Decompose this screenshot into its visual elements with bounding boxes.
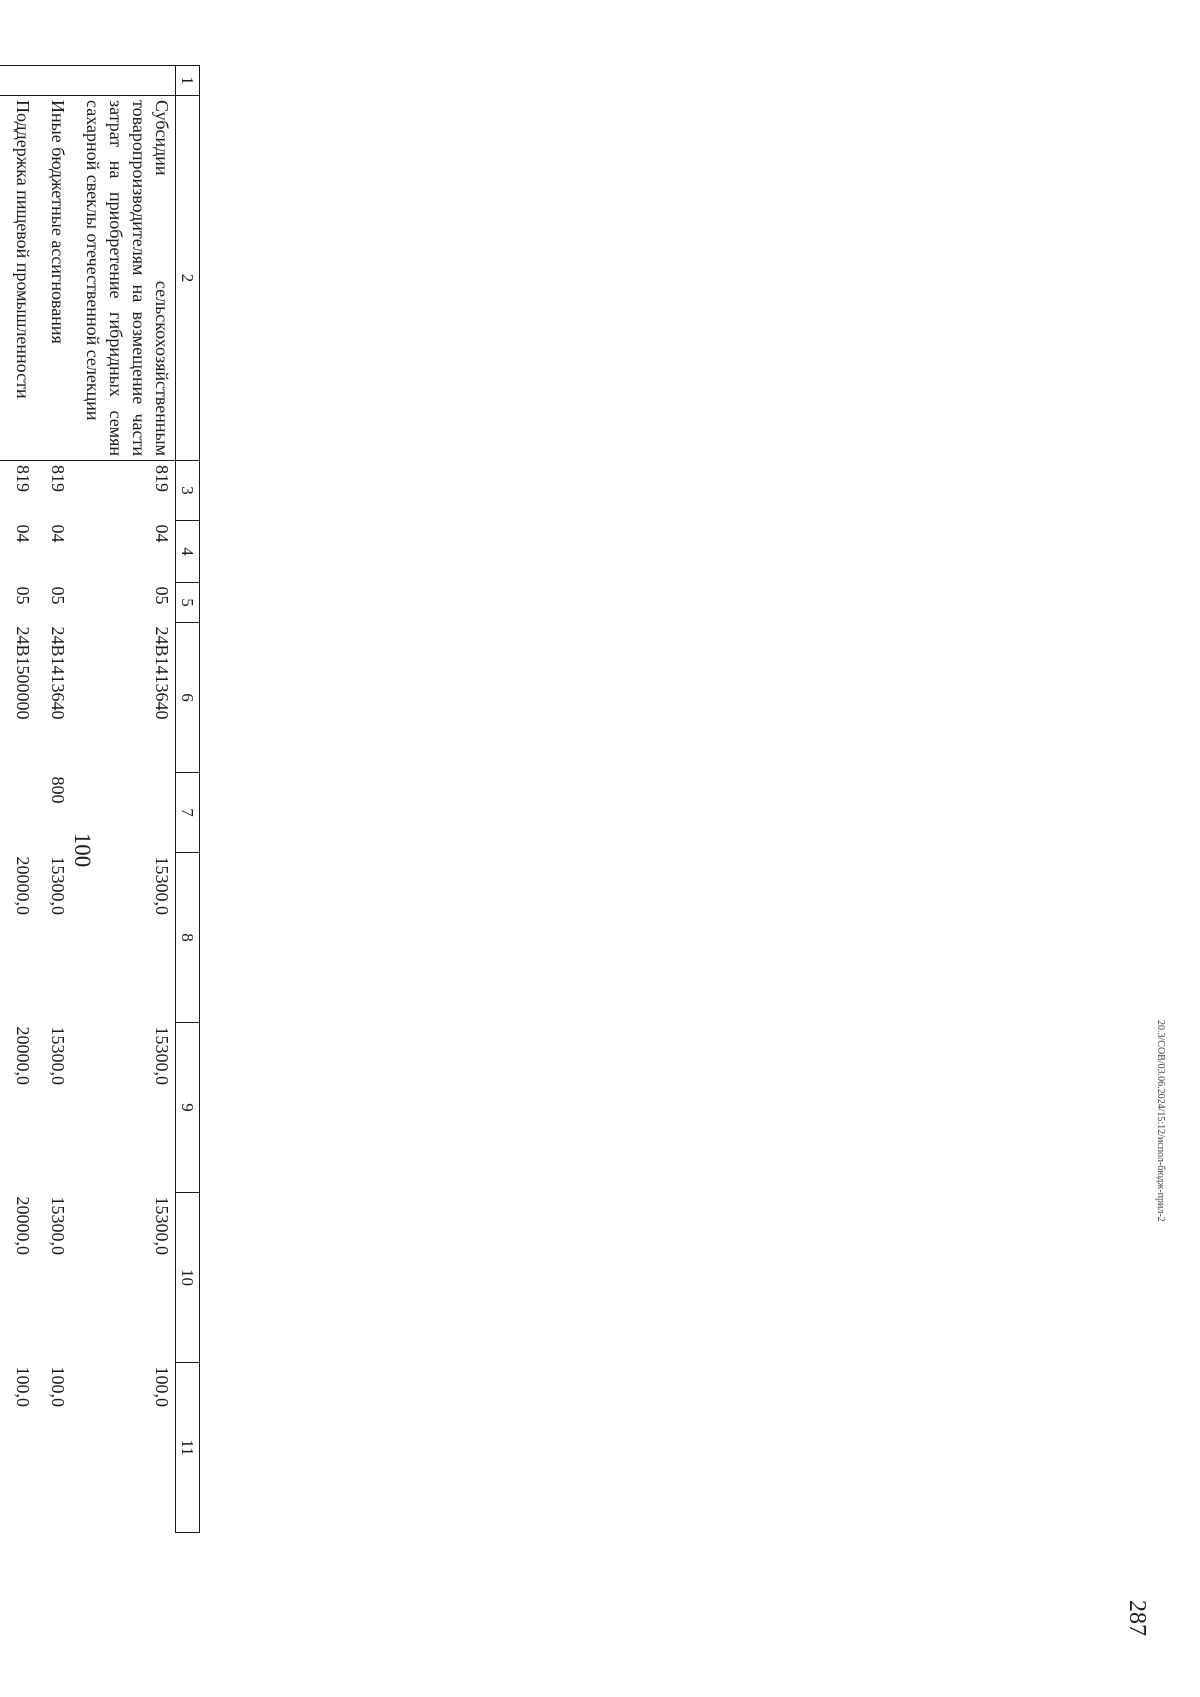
ministry-code-cell: 819 xyxy=(48,465,68,492)
expense-type-cell xyxy=(0,773,1,853)
row-number-cell xyxy=(71,66,176,96)
column-header-6: 6 xyxy=(176,623,200,773)
execution-percent-cell: 100,0 xyxy=(48,1366,68,1407)
target-article-cell: 24В1413640 xyxy=(48,626,68,720)
approved-amount-cell: 15300,0 xyxy=(48,856,68,915)
column-header-5: 5 xyxy=(176,583,200,623)
column-header-9: 9 xyxy=(176,1023,200,1193)
column-header-11: 11 xyxy=(176,1363,200,1533)
section-code-cell: 04 xyxy=(13,524,33,543)
column-header-8: 8 xyxy=(176,853,200,1023)
item-name-cell: Поддержка пищевой промышленности xyxy=(1,96,36,461)
row-number-cell xyxy=(1,66,36,96)
column-header-4: 4 xyxy=(176,521,200,583)
section-code-cell xyxy=(0,521,1,583)
subsection-code-cell xyxy=(0,583,1,623)
revised-amount-cell: 15300,0 xyxy=(48,1026,68,1085)
subsection-code-cell: 05 xyxy=(48,586,68,605)
target-article-cell xyxy=(0,623,1,773)
page-number: 100 xyxy=(70,832,95,868)
table-row xyxy=(71,66,176,1533)
execution-percent-cell: 100,0 xyxy=(152,1366,172,1407)
approved-amount-cell: 15300,0 xyxy=(152,856,172,915)
ministry-code-cell: 819 xyxy=(13,465,33,492)
column-header-2: 2 xyxy=(176,96,200,461)
row-number-cell xyxy=(36,66,71,96)
executed-amount-cell: 20000,0 xyxy=(13,1196,33,1255)
table-row xyxy=(1,66,36,1533)
revised-amount-cell: 20000,0 xyxy=(13,1026,33,1085)
table-header xyxy=(176,66,200,1533)
section-code-cell: 04 xyxy=(48,524,68,543)
budget-table xyxy=(0,65,200,1533)
item-name-cell: Иные бюджетные ассигнования xyxy=(36,96,71,461)
execution-percent-cell xyxy=(0,1363,1,1533)
expense-type-cell: 800 xyxy=(48,776,68,804)
column-header-3: 3 xyxy=(176,461,200,521)
table-row xyxy=(36,66,71,1533)
subsection-code-cell: 05 xyxy=(13,586,33,605)
ministry-code-cell: 819 xyxy=(152,465,172,492)
executed-amount-cell: 15300,0 xyxy=(152,1196,172,1255)
target-article-cell: 24В1413640 xyxy=(152,626,172,720)
item-name-cell: Субсидии сельскохозяйственным товаропроизводителям на возмещение части затрат на приобретение гибридных семян сахарной свеклы отечественной селекции xyxy=(71,96,176,461)
executed-amount-cell: 15300,0 xyxy=(48,1196,68,1255)
column-header-10: 10 xyxy=(176,1193,200,1363)
approved-amount-cell xyxy=(0,853,1,1023)
approved-amount-cell: 20000,0 xyxy=(13,856,33,915)
item-name-cell xyxy=(0,96,1,461)
table-row xyxy=(0,66,1,1533)
revised-amount-cell: 15300,0 xyxy=(152,1026,172,1085)
sheet-number: 287 xyxy=(1124,1600,1150,1636)
row-number-cell xyxy=(0,66,1,96)
revised-amount-cell xyxy=(0,1023,1,1193)
ministry-code-cell xyxy=(0,461,1,521)
section-code-cell: 04 xyxy=(152,524,172,543)
execution-percent-cell: 100,0 xyxy=(13,1366,33,1407)
executed-amount-cell xyxy=(0,1193,1,1363)
subsection-code-cell: 05 xyxy=(152,586,172,605)
column-header-1: 1 xyxy=(176,66,200,96)
footer-document-code: 20.3/СОВ/03.06.2024/15:12/испол-бюдж-прил-2 xyxy=(1155,1020,1166,1222)
target-article-cell: 24В1500000 xyxy=(13,626,33,720)
column-header-7: 7 xyxy=(176,773,200,853)
expense-type-cell xyxy=(1,773,36,853)
